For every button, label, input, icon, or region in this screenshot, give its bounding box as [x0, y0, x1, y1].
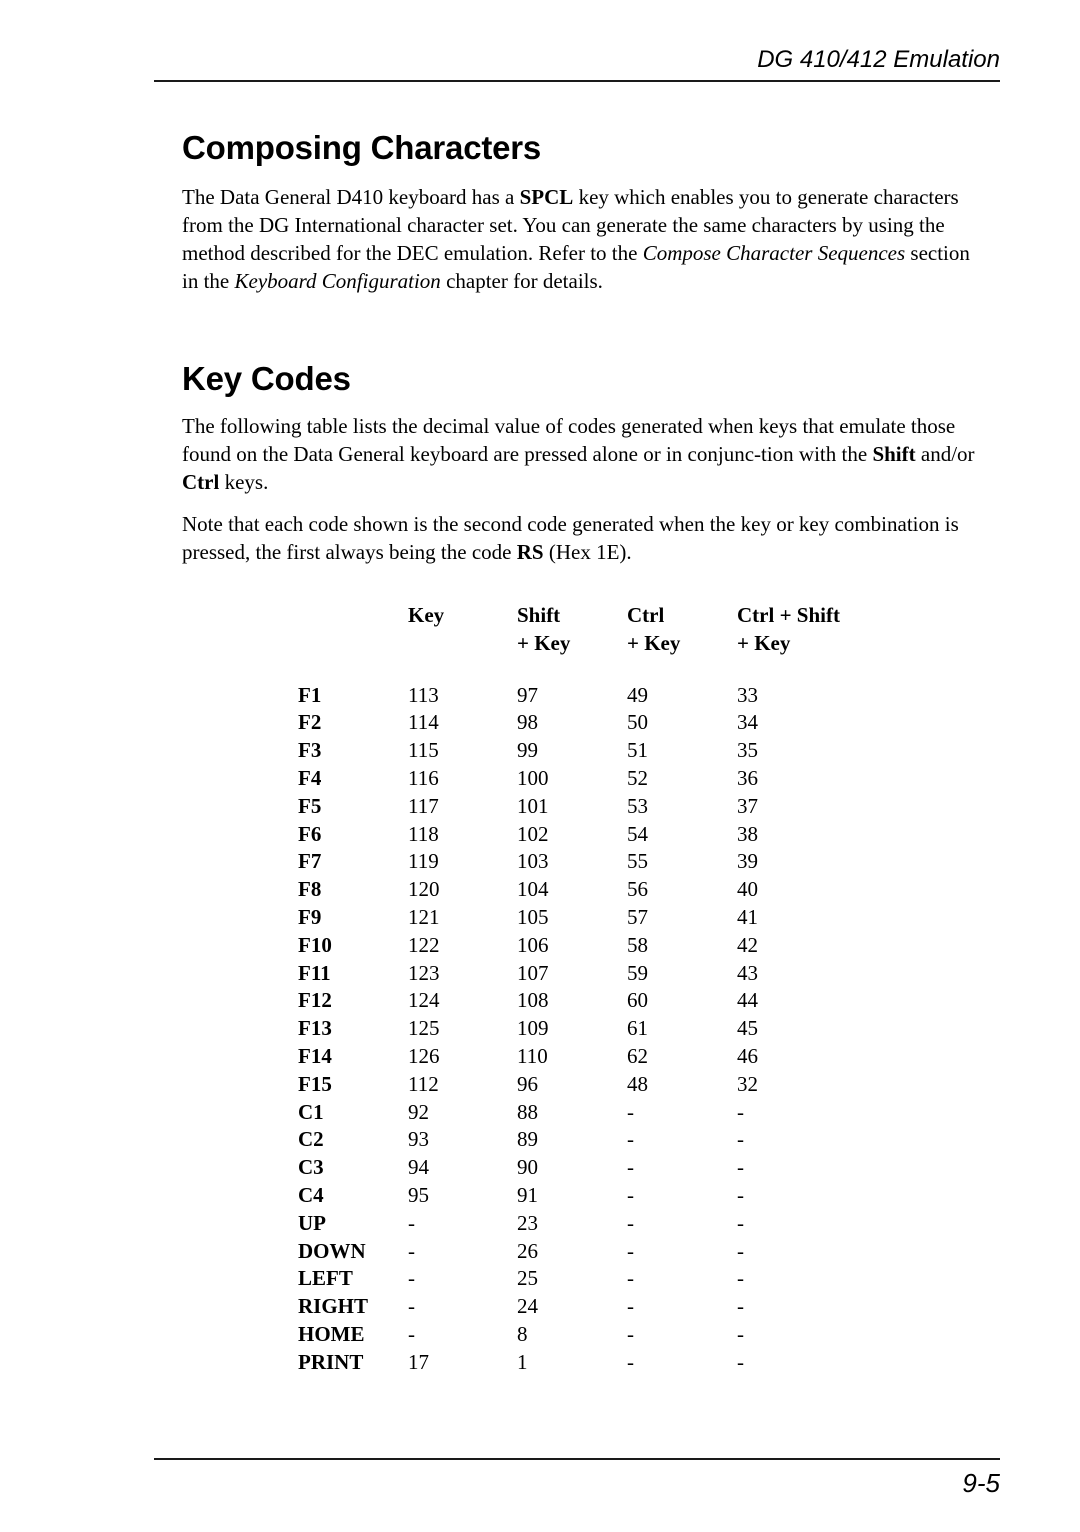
cell-key-name: PRINT: [298, 1349, 364, 1374]
cell-key: 125: [408, 1016, 440, 1041]
cell-key: 123: [408, 960, 440, 985]
italic-reference-chapter: Keyboard Configuration: [234, 269, 441, 293]
table-row: [298, 1043, 887, 1071]
cell-shift-key: 110: [517, 1043, 548, 1068]
cell-key: 17: [408, 1349, 429, 1374]
header-cell-key: [408, 602, 517, 658]
cell-ctrl-shift-key: -: [737, 1210, 744, 1235]
cell-shift-key: 88: [517, 1099, 538, 1124]
text-run: The following table lists the decimal value of codes generated when keys that emulate those found on the Data General keyboard are pressed alone or in conjunc-tion with the: [182, 414, 956, 466]
cell-ctrl-shift-key: 39: [737, 849, 758, 874]
cell-shift-key: 107: [517, 960, 549, 985]
cell-shift-key: 97: [517, 682, 538, 707]
text-run: chapter for details.: [440, 269, 603, 293]
cell-ctrl-shift-key: -: [737, 1294, 744, 1319]
table-row: [298, 1126, 887, 1154]
table-row: [298, 1015, 887, 1043]
bold-term-shift: Shift: [872, 442, 916, 466]
cell-shift-key: 91: [517, 1182, 538, 1207]
cell-shift-key: 100: [517, 765, 549, 790]
cell-ctrl-key: -: [627, 1127, 634, 1152]
header-cell-ctrl-key: [627, 602, 737, 658]
cell-ctrl-shift-key: -: [737, 1182, 744, 1207]
cell-shift-key: 102: [517, 821, 549, 846]
cell-key: -: [408, 1238, 415, 1263]
cell-ctrl-key: 60: [627, 988, 648, 1013]
cell-ctrl-key: -: [627, 1321, 634, 1346]
bold-term-spcl: SPCL: [519, 185, 574, 209]
cell-ctrl-shift-key: 44: [737, 988, 758, 1013]
cell-ctrl-key: 53: [627, 793, 648, 818]
table-row: [298, 1182, 887, 1210]
cell-key-name: F6: [298, 821, 322, 846]
cell-key-name: RIGHT: [298, 1294, 369, 1319]
text-run: and/or: [915, 442, 975, 466]
running-header-title: DG 410/412 Emulation: [757, 46, 1000, 73]
cell-ctrl-shift-key: 35: [737, 738, 758, 763]
text-run: keys.: [219, 470, 269, 494]
cell-key-name: C1: [298, 1099, 324, 1124]
cell-ctrl-key: -: [627, 1210, 634, 1235]
cell-ctrl-key: 59: [627, 960, 648, 985]
paragraph-key-codes-intro: [182, 412, 982, 496]
cell-key-name: F11: [298, 960, 331, 985]
paragraph-composing-characters: [182, 183, 982, 295]
cell-ctrl-key: 58: [627, 932, 648, 957]
cell-key-name: C4: [298, 1182, 324, 1207]
cell-shift-key: 99: [517, 738, 538, 763]
cell-key-name: F2: [298, 710, 322, 735]
header-cell-key-name: [298, 602, 408, 658]
cell-ctrl-key: 48: [627, 1071, 648, 1096]
cell-ctrl-key: -: [627, 1155, 634, 1180]
table-row: [298, 960, 887, 988]
cell-key: 112: [408, 1071, 439, 1096]
cell-key-name: F15: [298, 1071, 332, 1096]
cell-shift-key: 1: [517, 1349, 528, 1374]
cell-ctrl-key: 56: [627, 877, 648, 902]
cell-key-name: F10: [298, 932, 332, 957]
cell-key-name: C2: [298, 1127, 324, 1152]
cell-key: -: [408, 1321, 415, 1346]
header-line: + Key: [517, 630, 571, 655]
table-row: [298, 848, 887, 876]
header-line: + Key: [737, 630, 791, 655]
cell-shift-key: 89: [517, 1127, 538, 1152]
table-header-row: [298, 602, 887, 658]
cell-key-name: C3: [298, 1155, 324, 1180]
cell-ctrl-shift-key: -: [737, 1127, 744, 1152]
cell-ctrl-key: 61: [627, 1016, 648, 1041]
cell-key: 113: [408, 682, 439, 707]
table-row: [298, 1293, 887, 1321]
cell-shift-key: 26: [517, 1238, 538, 1263]
cell-key: 92: [408, 1099, 429, 1124]
heading-key-codes: Key Codes: [182, 360, 351, 397]
bold-term-ctrl: Ctrl: [182, 470, 220, 494]
cell-key: 114: [408, 710, 439, 735]
table-row: [298, 1099, 887, 1127]
key-codes-table: [298, 602, 887, 1377]
cell-key-name: F9: [298, 904, 322, 929]
cell-key: 126: [408, 1043, 440, 1068]
table-row: [298, 793, 887, 821]
table-row: [298, 932, 887, 960]
header-line: Ctrl + Shift: [737, 603, 840, 627]
text-run: key which enables you to generate characters from the DG International character set. You can generate the same characters by using the method described for the DEC emulation. Refer to the: [182, 185, 959, 265]
cell-key: 118: [408, 821, 439, 846]
table-row: [298, 987, 887, 1015]
table-row: [298, 709, 887, 737]
cell-ctrl-key: -: [627, 1182, 634, 1207]
cell-ctrl-key: 50: [627, 710, 648, 735]
cell-shift-key: 108: [517, 988, 549, 1013]
paragraph-key-codes-note: [182, 510, 982, 566]
cell-key-name: LEFT: [298, 1266, 353, 1291]
table-header-spacer: [298, 658, 887, 682]
cell-ctrl-key: -: [627, 1238, 634, 1263]
cell-ctrl-key: 54: [627, 821, 648, 846]
table-row: [298, 1210, 887, 1238]
text-run: Note that each code shown is the second code generated when the key or key combination is pressed, the first always being the code: [182, 512, 959, 564]
cell-ctrl-key: -: [627, 1349, 634, 1374]
cell-ctrl-shift-key: 38: [737, 821, 758, 846]
cell-ctrl-key: 57: [627, 904, 648, 929]
cell-ctrl-shift-key: 45: [737, 1016, 758, 1041]
table-row: [298, 1265, 887, 1293]
cell-key-name: F12: [298, 988, 332, 1013]
cell-key-name: F1: [298, 682, 322, 707]
header-line: Shift: [517, 603, 561, 627]
cell-key-name: DOWN: [298, 1238, 366, 1263]
cell-key: 95: [408, 1182, 429, 1207]
cell-ctrl-key: -: [627, 1266, 634, 1291]
cell-shift-key: 23: [517, 1210, 538, 1235]
cell-ctrl-shift-key: -: [737, 1238, 744, 1263]
cell-ctrl-shift-key: 42: [737, 932, 758, 957]
table-row: [298, 821, 887, 849]
cell-key: 93: [408, 1127, 429, 1152]
cell-ctrl-key: -: [627, 1099, 634, 1124]
cell-key-name: F14: [298, 1043, 332, 1068]
cell-key-name: F7: [298, 849, 322, 874]
header-cell-ctrl-shift-key: [737, 602, 887, 658]
table-row: [298, 1349, 887, 1377]
header-line: Ctrl: [627, 603, 665, 627]
cell-shift-key: 8: [517, 1321, 528, 1346]
header-cell-shift-key: [517, 602, 627, 658]
text-run: section in the: [182, 241, 970, 293]
cell-key: 94: [408, 1155, 429, 1180]
header-line: Key: [408, 603, 445, 627]
italic-reference-section: Compose Character Sequences: [642, 241, 906, 265]
text-run: (Hex 1E).: [543, 540, 632, 564]
cell-shift-key: 103: [517, 849, 549, 874]
cell-shift-key: 98: [517, 710, 538, 735]
cell-shift-key: 104: [517, 877, 549, 902]
table-row: [298, 876, 887, 904]
cell-ctrl-key: 49: [627, 682, 648, 707]
header-rule: [154, 80, 1000, 82]
cell-key: 121: [408, 904, 440, 929]
cell-key: 120: [408, 877, 440, 902]
cell-key-name: F8: [298, 877, 322, 902]
cell-ctrl-shift-key: 34: [737, 710, 758, 735]
cell-key: 116: [408, 765, 439, 790]
cell-key-name: F4: [298, 765, 322, 790]
table-row: [298, 682, 887, 710]
cell-ctrl-shift-key: 33: [737, 682, 758, 707]
cell-shift-key: 106: [517, 932, 549, 957]
cell-shift-key: 96: [517, 1071, 538, 1096]
cell-ctrl-shift-key: 43: [737, 960, 758, 985]
table-row: [298, 904, 887, 932]
table-row: [298, 737, 887, 765]
table-row: [298, 1071, 887, 1099]
cell-ctrl-key: 52: [627, 765, 648, 790]
cell-shift-key: 25: [517, 1266, 538, 1291]
cell-key: 115: [408, 738, 439, 763]
cell-ctrl-key: 55: [627, 849, 648, 874]
table-body: [298, 682, 887, 1377]
cell-key: -: [408, 1294, 415, 1319]
cell-key: -: [408, 1266, 415, 1291]
cell-ctrl-shift-key: 36: [737, 765, 758, 790]
cell-ctrl-shift-key: 40: [737, 877, 758, 902]
table-row: [298, 1321, 887, 1349]
table-row: [298, 1238, 887, 1266]
cell-ctrl-shift-key: -: [737, 1099, 744, 1124]
table-row: [298, 765, 887, 793]
cell-key: -: [408, 1210, 415, 1235]
cell-key: 117: [408, 793, 439, 818]
cell-ctrl-shift-key: 46: [737, 1043, 758, 1068]
text-run: The Data General D410 keyboard has a: [182, 185, 520, 209]
cell-shift-key: 109: [517, 1016, 549, 1041]
cell-ctrl-shift-key: 41: [737, 904, 758, 929]
cell-key-name: UP: [298, 1210, 326, 1235]
cell-ctrl-shift-key: -: [737, 1266, 744, 1291]
bold-term-rs: RS: [516, 540, 544, 564]
cell-shift-key: 101: [517, 793, 549, 818]
cell-key-name: HOME: [298, 1321, 365, 1346]
cell-ctrl-shift-key: 37: [737, 793, 758, 818]
cell-key-name: F3: [298, 738, 322, 763]
cell-ctrl-shift-key: 32: [737, 1071, 758, 1096]
heading-composing-characters: Composing Characters: [182, 129, 542, 166]
cell-ctrl-shift-key: -: [737, 1321, 744, 1346]
cell-ctrl-shift-key: -: [737, 1349, 744, 1374]
cell-shift-key: 105: [517, 904, 549, 929]
table-row: [298, 1154, 887, 1182]
cell-ctrl-shift-key: -: [737, 1155, 744, 1180]
cell-key: 119: [408, 849, 439, 874]
cell-shift-key: 24: [517, 1294, 538, 1319]
cell-shift-key: 90: [517, 1155, 538, 1180]
cell-ctrl-key: 51: [627, 738, 648, 763]
cell-ctrl-key: 62: [627, 1043, 648, 1068]
footer-rule: [154, 1458, 1000, 1460]
header-line: + Key: [627, 630, 681, 655]
cell-key-name: F5: [298, 793, 322, 818]
cell-key-name: F13: [298, 1016, 332, 1041]
cell-key: 122: [408, 932, 440, 957]
cell-key: 124: [408, 988, 440, 1013]
cell-ctrl-key: -: [627, 1294, 634, 1319]
page-number: 9-5: [962, 1468, 1000, 1498]
